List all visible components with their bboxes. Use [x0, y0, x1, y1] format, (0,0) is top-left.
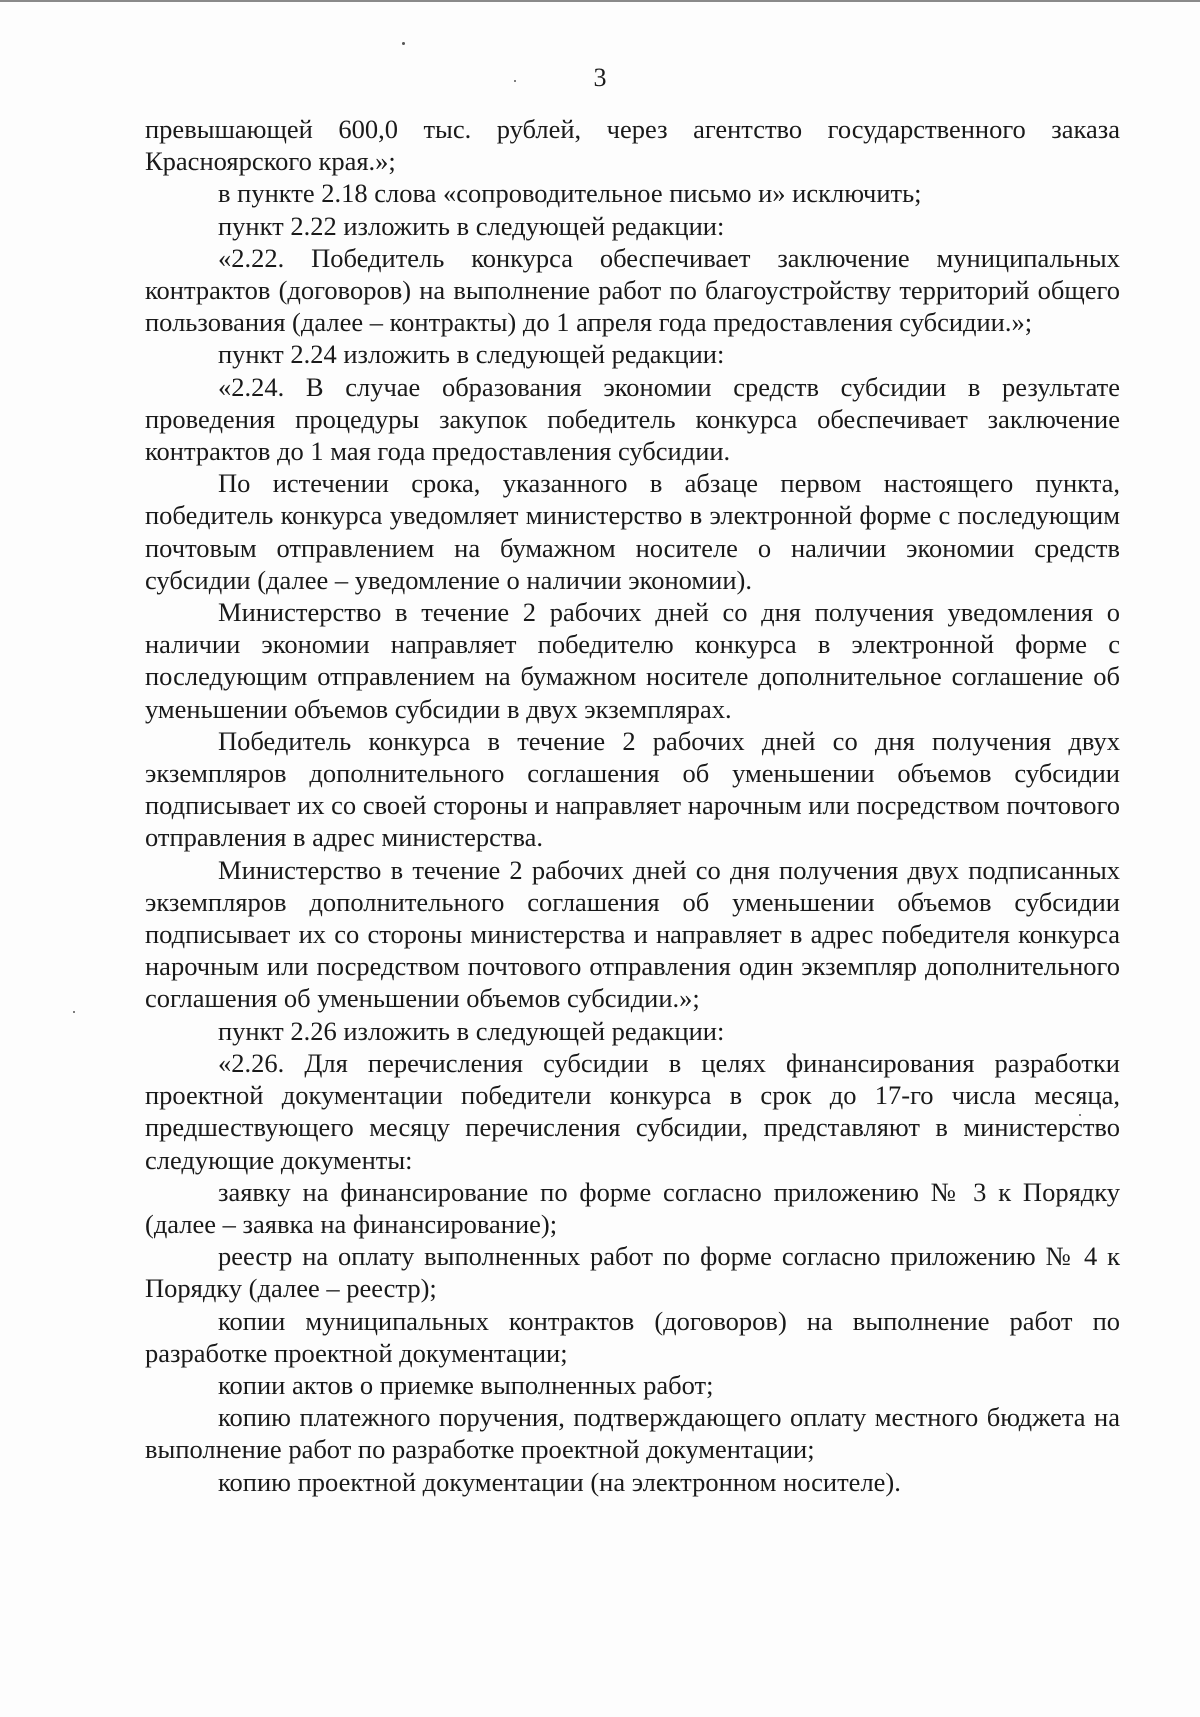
paragraph: «2.22. Победитель конкурса обеспечивает заключение муниципальных контрактов (договоров) на выполнение работ по благоустройству территорий общего пользования (далее – контракты) до 1 апреля года предоставления субсидии.»; — [145, 242, 1120, 338]
paragraph: Министерство в течение 2 рабочих дней со дня получения двух подписанных экземпляров дополнительного соглашения об уменьшении объемов субсидии подписывает их со стороны министерства и направляет в адрес победителя конкурса нарочным или посредством почтового отправления один экземпляр дополнительного соглашения об уменьшении объемов субсидии.»; — [145, 854, 1120, 1014]
paragraph: заявку на финансирование по форме согласно приложению № 3 к Порядку (далее – заявка на финансирование); — [145, 1176, 1120, 1239]
paragraph: копию проектной документации (на электронном носителе). — [218, 1466, 901, 1497]
paragraph: копию платежного поручения, подтверждающего оплату местного бюджета на выполнение работ по разработке проектной документации; — [145, 1402, 1120, 1465]
scan-speck — [73, 1011, 75, 1013]
paragraph: копии актов о приемке выполненных работ; — [218, 1369, 714, 1400]
paragraph: превышающей 600,0 тыс. рублей, через агентство государственного заказа Красноярского края.»; — [145, 114, 1120, 177]
paragraph: копии муниципальных контрактов (договоров) на выполнение работ по разработке проектной документации; — [145, 1305, 1120, 1368]
paragraph: Победитель конкурса в течение 2 рабочих дней со дня получения двух экземпляров дополнительного соглашения об уменьшении объемов субсидии подписывает их со своей стороны и направляет нарочным или посредством почтового отправления в адрес министерства. — [145, 725, 1120, 853]
top-edge-line — [0, 0, 1200, 2]
paragraph: пункт 2.24 изложить в следующей редакции: — [218, 339, 725, 370]
paragraph: пункт 2.26 изложить в следующей редакции: — [218, 1015, 725, 1046]
paragraph: Министерство в течение 2 рабочих дней со дня получения уведомления о наличии экономии направляет победителю конкурса в электронной форме с последующим отправлением на бумажном носителе дополнительное соглашение об уменьшении объемов субсидии в двух экземплярах. — [145, 597, 1120, 724]
paragraph: По истечении срока, указанного в абзаце первом настоящего пункта, победитель конкурса уведомляет министерство в электронной форме с последующим почтовым отправлением на бумажном носителе о наличии экономии средств субсидии (далее – уведомление о наличии экономии). — [145, 468, 1120, 595]
document-body — [145, 113, 1120, 1498]
paragraph: «2.26. Для перечисления субсидии в целях финансирования разработки проектной документации победители конкурса в срок до 17-го числа месяца, предшествующего месяцу перечисления субсидии, представляют в министерство следующие документы: — [145, 1047, 1120, 1175]
paragraph: в пункте 2.18 слова «сопроводительное письмо и» исключить; — [218, 178, 922, 209]
paragraph: «2.24. В случае образования экономии средств субсидии в результате проведения процедуры закупок победитель конкурса обеспечивает заключение контрактов до 1 мая года предоставления субсидии. — [145, 371, 1120, 467]
scan-speck — [402, 42, 405, 45]
paragraph: реестр на оплату выполненных работ по форме согласно приложению № 4 к Порядку (далее – реестр); — [145, 1241, 1120, 1304]
page-number: 3 — [593, 63, 607, 92]
paragraph: пункт 2.22 изложить в следующей редакции: — [218, 210, 725, 241]
